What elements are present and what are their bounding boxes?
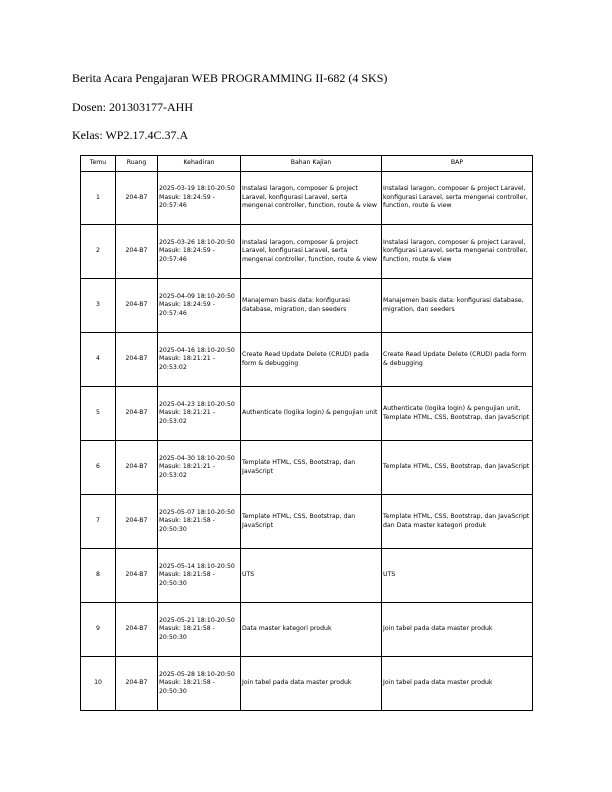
- table-row: [81, 657, 533, 711]
- header-temu: Temu: [81, 156, 116, 172]
- table-row: [81, 441, 533, 495]
- cell-bahan-kajian: Join tabel pada data master produk: [241, 657, 382, 711]
- cell-ruang: 204-B7: [116, 387, 158, 441]
- table-row: [81, 333, 533, 387]
- cell-bahan-kajian: Authenticate (logika login) & pengujian unit: [241, 387, 382, 441]
- cell-ruang: 204-B7: [116, 495, 158, 549]
- class-line: Kelas: WP2.17.4C.37.A: [72, 128, 189, 142]
- cell-ruang: 204-B7: [116, 603, 158, 657]
- cell-kehadiran: 2025-05-07 18:10-20:50 Masuk: 18:21:58 - 20:50:30: [158, 495, 241, 549]
- table-row: [81, 549, 533, 603]
- header-bahan-kajian: Bahan Kajian: [241, 156, 382, 172]
- cell-bahan-kajian: Template HTML, CSS, Bootstrap, dan JavaScript: [241, 495, 382, 549]
- cell-temu: 8: [81, 549, 116, 603]
- cell-bahan-kajian: Data master kategori produk: [241, 603, 382, 657]
- table-row: [81, 279, 533, 333]
- lecturer-line: Dosen: 201303177-AHH: [72, 100, 193, 114]
- cell-ruang: 204-B7: [116, 441, 158, 495]
- cell-bap: Authenticate (logika login) & pengujian unit, Template HTML, CSS, Bootstrap, dan JavaScript: [382, 387, 533, 441]
- cell-kehadiran: 2025-03-26 18:10-20:50 Masuk: 18:24:59 - 20:57:46: [158, 225, 241, 279]
- cell-ruang: 204-B7: [116, 549, 158, 603]
- header-bap: BAP: [382, 156, 533, 172]
- cell-bap: Join tabel pada data master produk: [382, 657, 533, 711]
- table-header-row: [81, 156, 533, 172]
- cell-bap: UTS: [382, 549, 533, 603]
- table-row: [81, 495, 533, 549]
- cell-bahan-kajian: Instalasi laragon, composer & project Laravel, konfigurasi Laravel, serta mengenai controller, function, route & view: [241, 225, 382, 279]
- cell-temu: 2: [81, 225, 116, 279]
- cell-temu: 6: [81, 441, 116, 495]
- cell-kehadiran: 2025-05-28 18:10-20:50 Masuk: 18:21:58 - 20:50:30: [158, 657, 241, 711]
- cell-ruang: 204-B7: [116, 172, 158, 225]
- cell-kehadiran: 2025-05-21 18:10-20:50 Masuk: 18:21:58 - 20:50:30: [158, 603, 241, 657]
- cell-temu: 9: [81, 603, 116, 657]
- header-kehadiran: Kehadiran: [158, 156, 241, 172]
- table-row: [81, 225, 533, 279]
- cell-bap: Instalasi laragon, composer & project Laravel, konfigurasi Laravel, serta mengenai controller, function, route & view: [382, 225, 533, 279]
- cell-bahan-kajian: UTS: [241, 549, 382, 603]
- cell-temu: 4: [81, 333, 116, 387]
- cell-ruang: 204-B7: [116, 225, 158, 279]
- cell-bap: Join tabel pada data master produk: [382, 603, 533, 657]
- cell-ruang: 204-B7: [116, 657, 158, 711]
- cell-temu: 7: [81, 495, 116, 549]
- cell-kehadiran: 2025-03-19 18:10-20:50 Masuk: 18:24:59 - 20:57:46: [158, 172, 241, 225]
- header-ruang: Ruang: [116, 156, 158, 172]
- teaching-record-table: [80, 155, 533, 711]
- cell-temu: 5: [81, 387, 116, 441]
- cell-bap: Manajemen basis data: konfigurasi database, migration, dan seeders: [382, 279, 533, 333]
- table-row: [81, 603, 533, 657]
- cell-bahan-kajian: Template HTML, CSS, Bootstrap, dan JavaScript: [241, 441, 382, 495]
- cell-kehadiran: 2025-04-23 18:10-20:50 Masuk: 18:21:21 - 20:53:02: [158, 387, 241, 441]
- document-title: Berita Acara Pengajaran WEB PROGRAMMING II-682 (4 SKS): [72, 71, 388, 85]
- cell-kehadiran: 2025-05-14 18:10-20:50 Masuk: 18:21:58 - 20:50:30: [158, 549, 241, 603]
- cell-bap: Template HTML, CSS, Bootstrap, dan JavaScript: [382, 441, 533, 495]
- cell-ruang: 204-B7: [116, 333, 158, 387]
- cell-kehadiran: 2025-04-16 18:10-20:50 Masuk: 18:21:21 - 20:53:02: [158, 333, 241, 387]
- cell-ruang: 204-B7: [116, 279, 158, 333]
- cell-temu: 1: [81, 172, 116, 225]
- cell-bahan-kajian: Create Read Update Delete (CRUD) pada form & debugging: [241, 333, 382, 387]
- table-row: [81, 172, 533, 225]
- cell-bap: Create Read Update Delete (CRUD) pada form & debugging: [382, 333, 533, 387]
- cell-bap: Template HTML, CSS, Bootstrap, dan JavaScript dan Data master kategori produk: [382, 495, 533, 549]
- cell-bahan-kajian: Instalasi laragon, composer & project Laravel, konfigurasi Laravel, serta mengenai controller, function, route & view: [241, 172, 382, 225]
- cell-kehadiran: 2025-04-09 18:10-20:50 Masuk: 18:24:59 - 20:57:46: [158, 279, 241, 333]
- cell-bap: Instalasi laragon, composer & project Laravel, konfigurasi Laravel, serta mengenai controller, function, route & view: [382, 172, 533, 225]
- cell-bahan-kajian: Manajemen basis data: konfigurasi database, migration, dan seeders: [241, 279, 382, 333]
- cell-kehadiran: 2025-04-30 18:10-20:50 Masuk: 18:21:21 - 20:53:02: [158, 441, 241, 495]
- cell-temu: 10: [81, 657, 116, 711]
- cell-temu: 3: [81, 279, 116, 333]
- table-row: [81, 387, 533, 441]
